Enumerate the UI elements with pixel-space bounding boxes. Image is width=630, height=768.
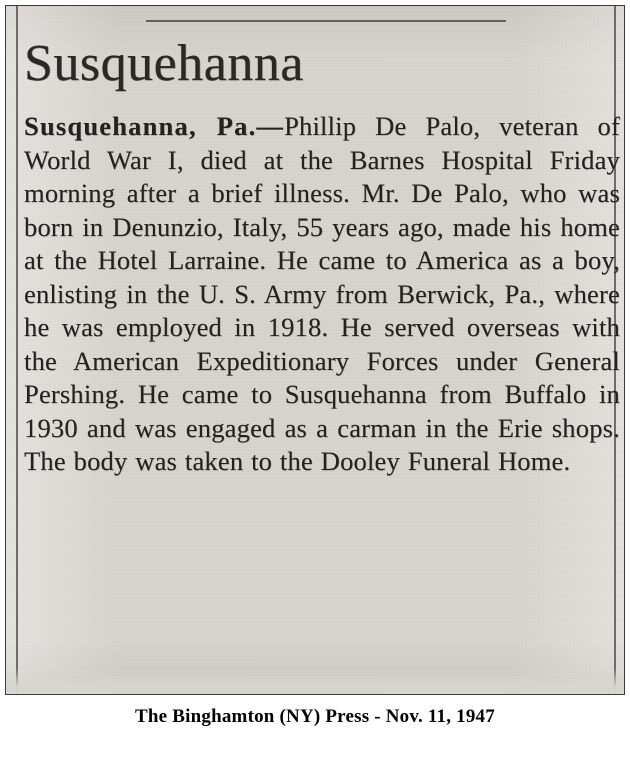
article-body [24, 110, 620, 479]
left-column-rule [16, 6, 18, 694]
top-rule-divider [146, 20, 506, 22]
newspaper-clipping [5, 5, 625, 695]
article-dateline: Susquehanna, Pa.— [24, 111, 285, 141]
article-text: Phillip De Palo, veteran of World War I, died at the Barnes Hospital Friday morning after a brief illness. Mr. De Palo, who was born in Denunzio, Italy, 55 years ago, made his home at the Hotel Larraine. He came to America as a boy, enlisting in the U. S. Army from Berwick, Pa., where he was employed in 1918. He served overseas with the American Expeditionary Forces under General Pershing. He came to Susquehanna from Buffalo in 1930 and was engaged as a carman in the Erie shops. The body was taken to the Dooley Funeral Home. [24, 111, 620, 476]
source-caption: The Binghamton (NY) Press - Nov. 11, 1947 [135, 706, 495, 727]
clipping-bottom-fade [6, 668, 624, 694]
article-headline: Susquehanna [24, 35, 304, 92]
